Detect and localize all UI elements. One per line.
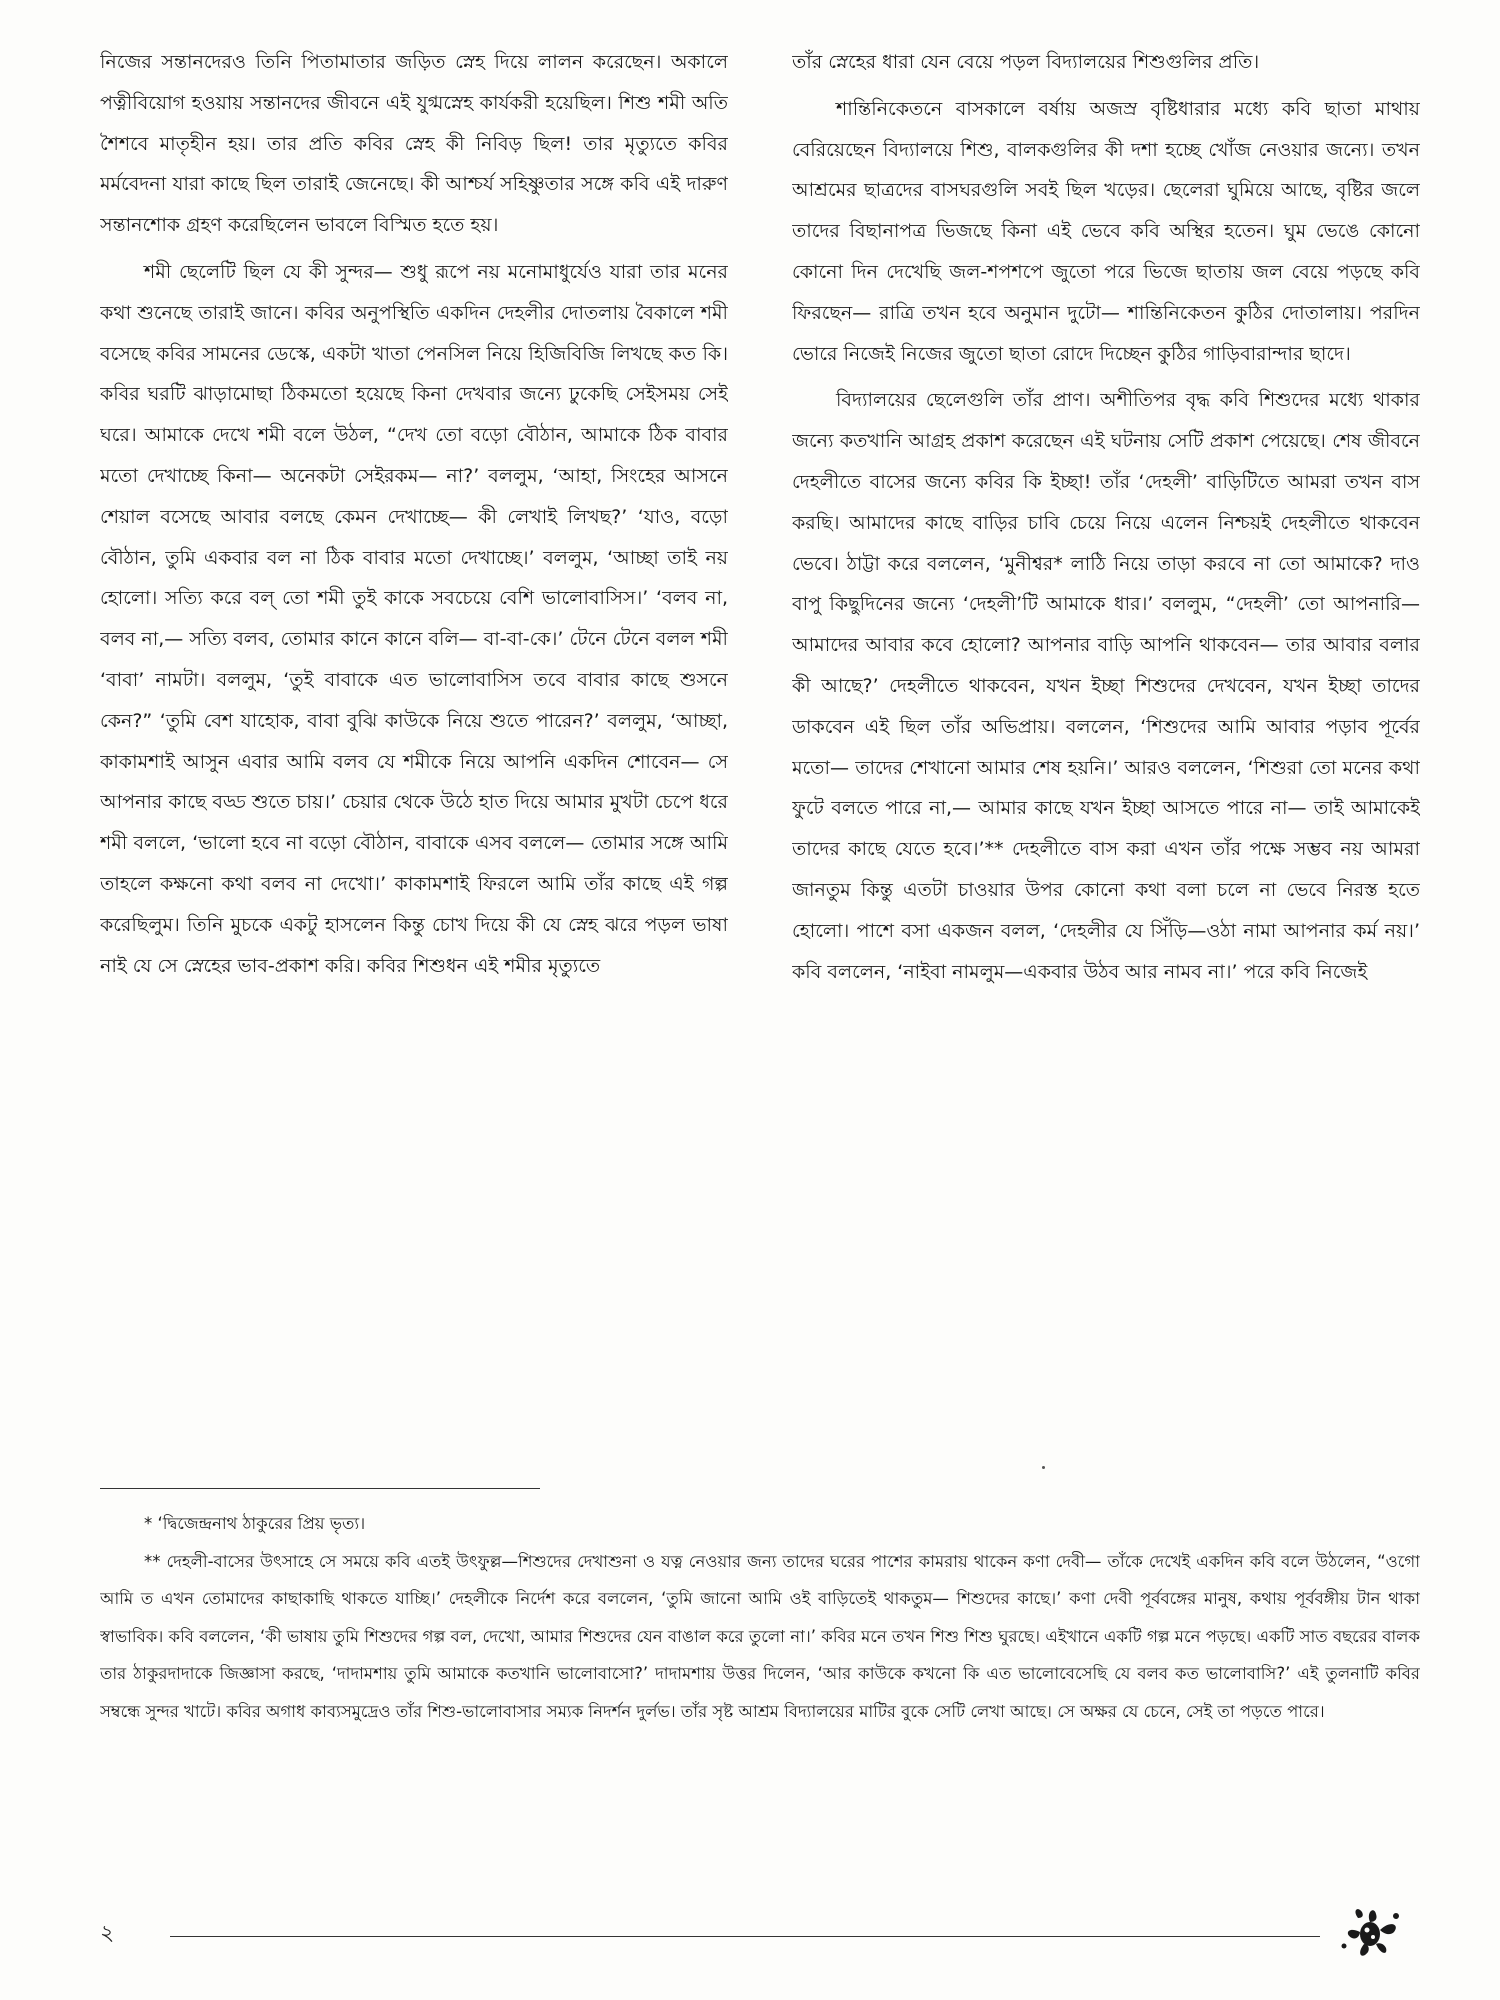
floral-ornament-icon (1330, 1904, 1410, 1960)
paragraph: শান্তিনিকেতনে বাসকালে বর্ষায় অজস্র বৃষ্টিধারার মধ্যে কবি ছাতা মাথায় বেরিয়েছেন বিদ্যালয়ে শিশু, বালকগুলির কী দশা হচ্ছে খোঁজ নেওয়ার জন্যে। তখন আশ্রমের ছাত্রদের বাসঘরগুলি সবই ছিল খড়ের। ছেলেরা ঘুমিয়ে আছে, বৃষ্টির জলে তাদের বিছানাপত্র ভিজছে কিনা এই ভেবে কবি অস্থির হতেন। ঘুম ভেঙে কোনো কোনো দিন দেখেছি জল-শপশপে জুতো পরে ভিজে ছাতায় জল বেয়ে পড়ছে কবি ফিরছেন— রাত্রি তখন হবে অনুমান দুটো— শান্তিনিকেতন কুঠির দোতালায়। পরদিন ভোরে নিজেই নিজের জুতো ছাতা রোদে দিচ্ছেন কুঠির গাড়িবারান্দার ছাদে। (792, 97, 1420, 365)
footnote-divider (100, 1488, 540, 1489)
print-speck (1042, 1466, 1045, 1469)
page-footer (0, 1904, 1500, 1964)
footnote-2: ** দেহলী-বাসের উৎসাহে সে সময়ে কবি এতই উৎফুল্ল—শিশুদের দেখাশুনা ও যত্ন নেওয়ার জন্য তাদের ঘরের পাশের কামরায় থাকেন কণা দেবী— তাঁকে দেখেই একদিন কবি বলে উঠলেন, “ওগো আমি ত এখন তোমাদের কাছাকাছি থাকতে যাচ্ছি।’ দেহলীকে নির্দেশ করে বললেন, ‘তুমি জানো আমি ওই বাড়িতেই থাকতুম— শিশুদের কাছে।’ কণা দেবী পূর্ববঙ্গের মানুষ, কথায় পূর্ববঙ্গীয় টান থাকা স্বাভাবিক। কবি বললেন, ‘কী ভাষায় তুমি শিশুদের গল্প বল, দেখো, আমার শিশুদের যেন বাঙাল করে তুলো না।’ কবির মনে তখন শিশু শিশু ঘুরছে। এইখানে একটি গল্প মনে পড়ছে। একটি সাত বছরের বালক তার ঠাকুরদাদাকে জিজ্ঞাসা করছে, ‘দাদামশায় তুমি আমাকে কতখানি ভালোবাসো?’ দাদামশায় উত্তর দিলেন, ‘আর কাউকে কখনো কি এত ভালোবেসেছি যে বলব কত ভালোবাসি?’ এই তুলনাটি কবির সম্বন্ধে সুন্দর খাটে। কবির অগাধ কাব্যসমুদ্রেও তাঁর শিশু-ভালোবাসার সম্যক নিদর্শন দুর্লভ। তাঁর সৃষ্ট আশ্রম বিদ্যালয়ের মাটির বুকে সেটি লেখা আছে। সে অক্ষর যে চেনে, সেই তা পড়তে পারে। (100, 1551, 1420, 1721)
paragraph: তাঁর স্নেহের ধারা যেন বেয়ে পড়ল বিদ্যালয়ের শিশুগুলির প্রতি। (792, 51, 1260, 73)
footnote-1: * ‘দ্বিজেন্দ্রনাথ ঠাকুরের প্রিয় ভৃত্য। (144, 1514, 366, 1533)
paragraph: শমী ছেলেটি ছিল যে কী সুন্দর— শুধু রূপে নয় মনোমাধুর্যেও যারা তার মনের কথা শুনেছে তারাই জানে। কবির অনুপস্থিতি একদিন দেহলীর দোতলায় বৈকালে শমী বসেছে কবির সামনের ডেস্কে, একটা খাতা পেনসিল নিয়ে হিজিবিজি লিখছে কত কি। কবির ঘরটি ঝাড়ামোছা ঠিকমতো হয়েছে কিনা দেখবার জন্যে ঢুকেছি সেইসময় সেই ঘরে। আমাকে দেখে শমী বলে উঠল, “দেখ তো বড়ো বৌঠান, আমাকে ঠিক বাবার মতো দেখাচ্ছে কিনা— অনেকটা সেইরকম— না?’ বললুম, ‘আহা, সিংহের আসনে শেয়াল বসেছে আবার বলছে কেমন দেখাচ্ছে— কী লেখাই লিখছ?’ ‘যাও, বড়ো বৌঠান, তুমি একবার বল না ঠিক বাবার মতো দেখাচ্ছে।’ বললুম, ‘আচ্ছা তাই নয় হোলো। সত্যি করে বল্ তো শমী তুই কাকে সবচেয়ে বেশি ভালোবাসিস।’ ‘বলব না, বলব না,— সত্যি বলব, তোমার কানে কানে বলি— বা-বা-কে।’ টেনে টেনে বলল শমী ‘বাবা’ নামটা। বললুম, ‘তুই বাবাকে এত ভালোবাসিস তবে বাবার কাছে শুসনে কেন?” ‘তুমি বেশ যাহোক, বাবা বুঝি কাউকে নিয়ে শুতে পারেন?’ বললুম, ‘আচ্ছা, কাকামশাই আসুন এবার আমি বলব যে শমীকে নিয়ে আপনি একদিন শোবেন— সে আপনার কাছে বড্ড শুতে চায়।’ চেয়ার থেকে উঠে হাত দিয়ে আমার মুখটা চেপে ধরে শমী বললে, ‘ভালো হবে না বড়ো বৌঠান, বাবাকে এসব বললে— তোমার সঙ্গে আমি তাহলে কক্ষনো কথা বলব না দেখো।’ কাকামশাই ফিরলে আমি তাঁর কাছে এই গল্প করেছিলুম। তিনি মুচকে একটু হাসলেন কিন্তু চোখ দিয়ে কী যে স্নেহ ঝরে পড়ল ভাষা নাই যে সে স্নেহের ভাব-প্রকাশ করি। কবির শিশুধন এই শমীর মৃত্যুতে (100, 260, 728, 977)
body-columns (100, 42, 1420, 1462)
right-column (792, 42, 1420, 1462)
footer-rule (170, 1936, 1320, 1937)
footnotes (100, 1505, 1420, 1890)
paragraph: বিদ্যালয়ের ছেলেগুলি তাঁর প্রাণ। অশীতিপর বৃদ্ধ কবি শিশুদের মধ্যে থাকার জন্যে কতখানি আগ্রহ প্রকাশ করেছেন এই ঘটনায় সেটি প্রকাশ পেয়েছে। শেষ জীবনে দেহলীতে বাসের জন্যে কবির কি ইচ্ছা! তাঁর ‘দেহলী’ বাড়িটিতে আমরা তখন বাস করছি। আমাদের কাছে বাড়ির চাবি চেয়ে নিয়ে এলেন নিশ্চয়ই দেহলীতে থাকবেন ভেবে। ঠাট্টা করে বললেন, ‘মুনীশ্বর* লাঠি নিয়ে তাড়া করবে না তো আমাকে? দাও বাপু কিছুদিনের জন্যে ‘দেহলী’টি আমাকে ধার।’ বললুম, “দেহলী’ তো আপনারি—আমাদের আবার কবে হোলো? আপনার বাড়ি আপনি থাকবেন— তার আবার বলার কী আছে?’ দেহলীতে থাকবেন, যখন ইচ্ছা শিশুদের দেখবেন, যখন ইচ্ছা তাদের ডাকবেন এই ছিল তাঁর অভিপ্রায়। বললেন, ‘শিশুদের আমি আবার পড়াব পূর্বের মতো— তাদের শেখানো আমার শেষ হয়নি।’ আরও বললেন, ‘শিশুরা তো মনের কথা ফুটে বলতে পারে না,— আমার কাছে যখন ইচ্ছা আসতে পারে না— তাই আমাকেই তাদের কাছে যেতে হবে।’** দেহলীতে বাস করা এখন তাঁর পক্ষে সম্ভব নয় আমরা জানতুম কিন্তু এতটা চাওয়ার উপর কোনো কথা বলা চলে না ভেবে নিরস্ত হতে হোলো। পাশে বসা একজন বলল, ‘দেহলীর যে সিঁড়ি—ওঠা নামা আপনার কর্ম নয়।’ কবি বললেন, ‘নাইবা নামলুম—একবার উঠব আর নামব না।’ পরে কবি নিজেই (792, 389, 1420, 983)
page-number: ২ (100, 1921, 115, 1946)
paragraph: নিজের সন্তানদেরও তিনি পিতামাতার জড়িত স্নেহ দিয়ে লালন করেছেন। অকালে পত্নীবিয়োগ হওয়ায় সন্তানদের জীবনে এই যুগ্মস্নেহ কার্যকরী হয়েছিল। শিশু শমী অতি শৈশবে মাতৃহীন হয়। তার প্রতি কবির স্নেহ কী নিবিড় ছিল! তার মৃত্যুতে কবির মর্মবেদনা যারা কাছে ছিল তারাই জেনেছে। কী আশ্চর্য সহিষ্ণুতার সঙ্গে কবি এই দারুণ সন্তানশোক গ্রহণ করেছিলেন ভাবলে বিস্মিত হতে হয়। (100, 51, 728, 237)
left-column (100, 42, 728, 1462)
